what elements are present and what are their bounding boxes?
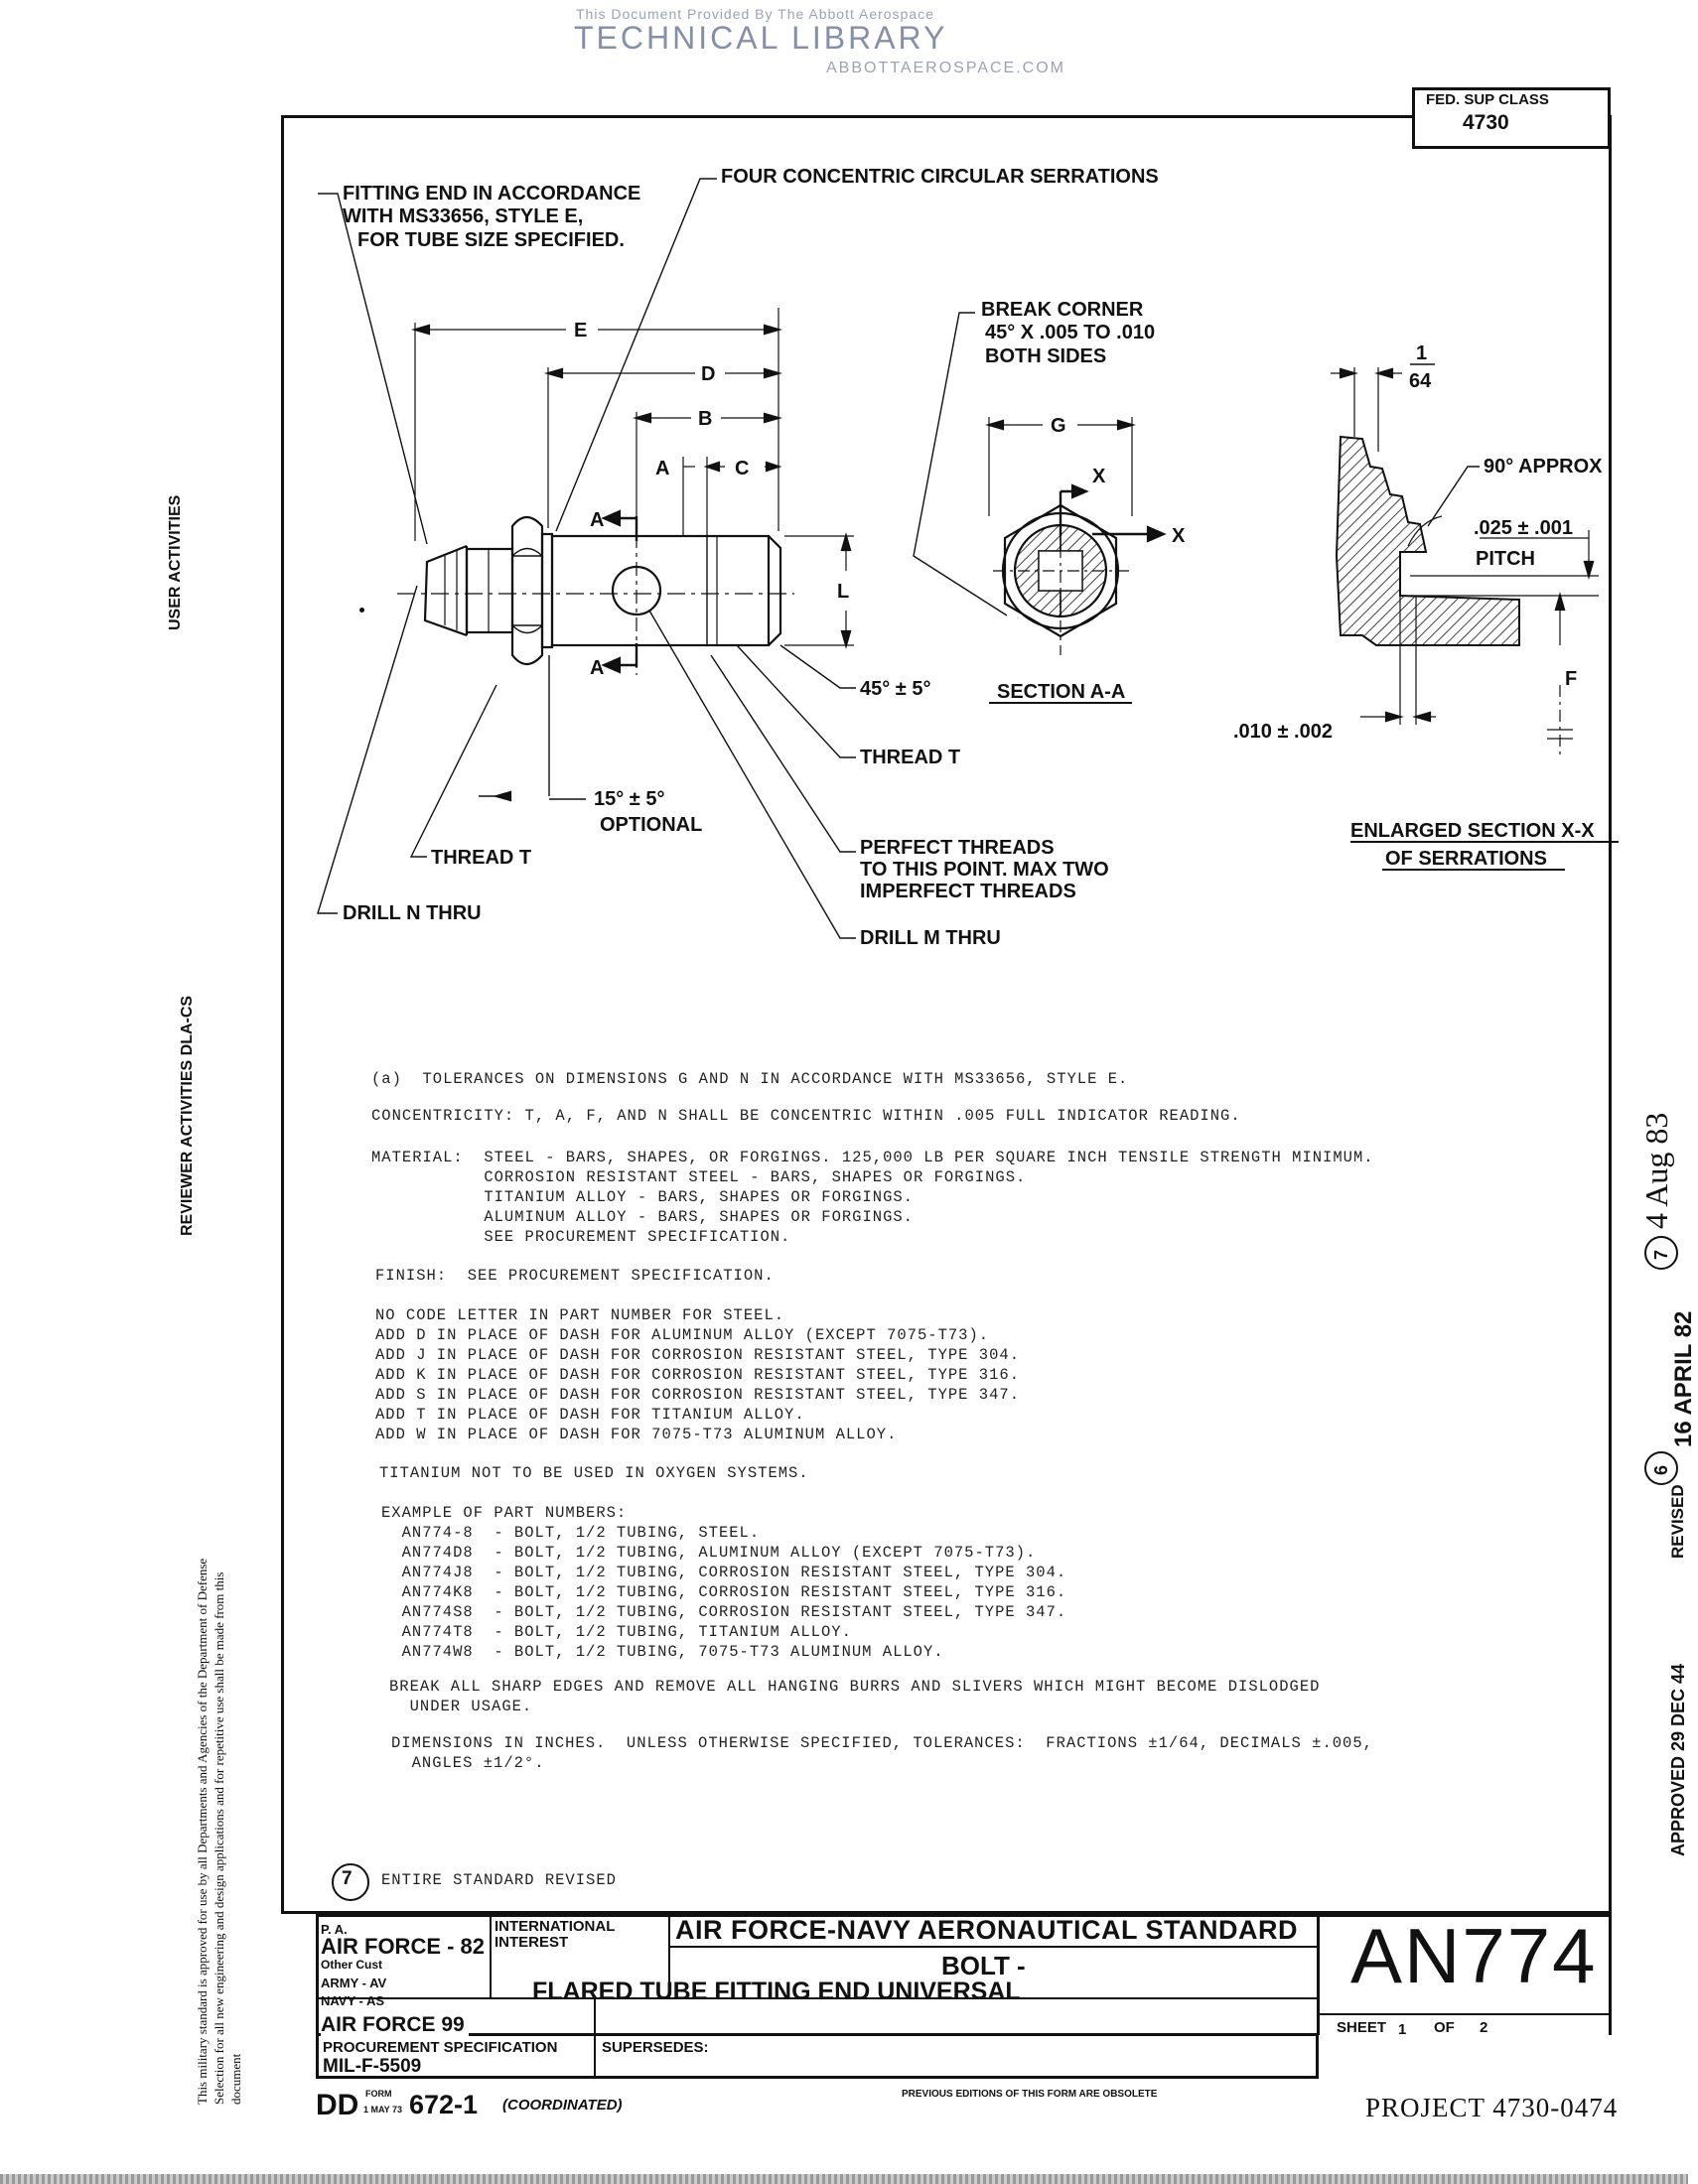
navy-code: NAVY - AS bbox=[321, 1993, 385, 2008]
note-material-spec: SEE PROCUREMENT SPECIFICATION. bbox=[371, 1228, 791, 1246]
stray-dot bbox=[359, 608, 364, 613]
note-code-j: ADD J IN PLACE OF DASH FOR CORROSION RESISTANT STEEL, TYPE 304. bbox=[375, 1346, 1020, 1364]
label-break-corner-3: BOTH SIDES bbox=[985, 345, 1107, 367]
project-number: PROJECT 4730-0474 bbox=[1365, 2093, 1619, 2122]
supersedes-label: SUPERSEDES: bbox=[602, 2039, 709, 2056]
standard-title: AIR FORCE-NAVY AERONAUTICAL STANDARD bbox=[675, 1915, 1299, 1945]
scan-edge bbox=[0, 2174, 1688, 2184]
label-fitting-end-2: WITH MS33656, STYLE E, bbox=[343, 205, 584, 227]
neck bbox=[467, 549, 512, 632]
revision-note-text: ENTIRE STANDARD REVISED bbox=[381, 1871, 617, 1889]
label-fitting-end-3: FOR TUBE SIZE SPECIFIED. bbox=[357, 229, 625, 251]
leader-thread-t-left bbox=[411, 685, 496, 857]
label-dim-d: D bbox=[701, 363, 716, 385]
form-number: 672-1 bbox=[409, 2090, 479, 2119]
approval-line-3: document bbox=[228, 2053, 243, 2105]
label-pitch-1: .025 ± .001 bbox=[1474, 517, 1573, 539]
approved-date: APPROVED 29 DEC 44 bbox=[1668, 1663, 1688, 1856]
pa-label: P. A. bbox=[321, 1922, 348, 1937]
label-perfect-1: PERFECT THREADS bbox=[860, 837, 1055, 859]
label-frac-den: 64 bbox=[1409, 370, 1432, 392]
label-90-approx: 90° APPROX bbox=[1484, 456, 1603, 478]
note-break-edges: BREAK ALL SHARP EDGES AND REMOVE ALL HANGING BURRS AND SLIVERS WHICH MIGHT BECOME DISLODGED bbox=[389, 1678, 1321, 1696]
note-code-t: ADD T IN PLACE OF DASH FOR TITANIUM ALLOY. bbox=[375, 1406, 805, 1424]
label-section-a-lower: A bbox=[590, 657, 605, 679]
form-label: FORM bbox=[365, 2089, 392, 2099]
international-label-1: INTERNATIONAL bbox=[495, 1918, 616, 1935]
revision-6-date: 16 APRIL 82 bbox=[1670, 1310, 1697, 1447]
watermark-title: TECHNICAL LIBRARY bbox=[574, 20, 948, 56]
note-material-titanium: TITANIUM ALLOY - BARS, SHAPES OR FORGINGS. bbox=[371, 1188, 914, 1206]
part-title-1: BOLT - bbox=[941, 1951, 1026, 1980]
revision-7-date: 4 Aug 83 bbox=[1638, 1112, 1674, 1229]
approval-line-1: This military standard is approved for use by all Departments and Agencies of the Department of Defense bbox=[195, 1558, 210, 2105]
label-dim-a: A bbox=[655, 458, 670, 479]
label-angle-15: 15° ± 5° bbox=[594, 788, 665, 810]
label-drill-n: DRILL N THRU bbox=[343, 902, 482, 924]
label-enlarged-2: OF SERRATIONS bbox=[1385, 848, 1547, 870]
label-angle-45: 45° ± 5° bbox=[860, 678, 931, 700]
label-enlarged-1: ENLARGED SECTION X-X bbox=[1350, 820, 1595, 842]
note-example-j8: AN774J8 - BOLT, 1/2 TUBING, CORROSION RESISTANT STEEL, TYPE 304. bbox=[381, 1564, 1067, 1581]
label-dim-g: G bbox=[1051, 415, 1066, 437]
note-code-d: ADD D IN PLACE OF DASH FOR ALUMINUM ALLOY (EXCEPT 7075-T73). bbox=[375, 1326, 990, 1344]
army-code: ARMY - AV bbox=[321, 1976, 387, 1990]
label-dim-c: C bbox=[735, 458, 750, 479]
label-perfect-2: TO THIS POINT. MAX TWO bbox=[860, 859, 1109, 881]
label-fitting-end-1: FITTING END IN ACCORDANCE bbox=[343, 183, 641, 205]
approval-line-2: Selection for all new engineering and design applications and for repetitive use shall be made from this bbox=[212, 1571, 226, 2105]
note-example-s8: AN774S8 - BOLT, 1/2 TUBING, CORROSION RESISTANT STEEL, TYPE 347. bbox=[381, 1603, 1067, 1621]
pa-value: AIR FORCE - 82 bbox=[321, 1934, 486, 1959]
label-dim-l: L bbox=[837, 581, 850, 603]
note-material-steel: MATERIAL: STEEL - BARS, SHAPES, OR FORGINGS. 125,000 LB PER SQUARE INCH TENSILE STRENGTH MINIMUM. bbox=[371, 1149, 1374, 1166]
sheet-value: 1 bbox=[1398, 2021, 1407, 2038]
obsolete-note: PREVIOUS EDITIONS OF THIS FORM ARE OBSOLETE bbox=[902, 2089, 1158, 2100]
technical-drawing bbox=[288, 149, 1609, 993]
note-example-header: EXAMPLE OF PART NUMBERS: bbox=[381, 1504, 628, 1522]
note-material-crs: CORROSION RESISTANT STEEL - BARS, SHAPES OR FORGINGS. bbox=[371, 1168, 1027, 1186]
of-value: 2 bbox=[1480, 2019, 1488, 2036]
leader-drill-m bbox=[649, 611, 856, 938]
label-optional: OPTIONAL bbox=[600, 814, 703, 836]
dd-label: DD bbox=[316, 2089, 359, 2121]
air-force-99: AIR FORCE 99 bbox=[321, 2013, 469, 2037]
part-number: AN774 bbox=[1350, 1912, 1598, 1999]
note-code-k: ADD K IN PLACE OF DASH FOR CORROSION RESISTANT STEEL, TYPE 316. bbox=[375, 1366, 1020, 1384]
label-thread-t-left: THREAD T bbox=[431, 847, 532, 869]
revision-7-marker: 7 bbox=[1651, 1249, 1671, 1260]
note-titanium-oxygen: TITANIUM NOT TO BE USED IN OXYGEN SYSTEMS. bbox=[379, 1464, 809, 1482]
label-tol-010: .010 ± .002 bbox=[1233, 721, 1333, 743]
other-cust-label: Other Cust bbox=[321, 1958, 383, 1972]
procurement-label: PROCUREMENT SPECIFICATION bbox=[323, 2039, 558, 2056]
procurement-value: MIL-F-5509 bbox=[323, 2056, 422, 2077]
label-break-corner-1: BREAK CORNER bbox=[981, 299, 1144, 321]
label-perfect-3: IMPERFECT THREADS bbox=[860, 881, 1076, 902]
note-tolerances: (a) TOLERANCES ON DIMENSIONS G AND N IN ACCORDANCE WITH MS33656, STYLE E. bbox=[371, 1070, 1129, 1088]
part-title-2: FLARED TUBE FITTING END UNIVERSAL bbox=[532, 1978, 1021, 2005]
note-example-steel: AN774-8 - BOLT, 1/2 TUBING, STEEL. bbox=[381, 1524, 761, 1542]
coordinated-label: (COORDINATED) bbox=[502, 2097, 623, 2114]
sheet-label: SHEET bbox=[1337, 2019, 1387, 2036]
note-example-k8: AN774K8 - BOLT, 1/2 TUBING, CORROSION RESISTANT STEEL, TYPE 316. bbox=[381, 1583, 1067, 1601]
revision-note-marker: 7 bbox=[342, 1868, 353, 1889]
reviewer-activities-label: REVIEWER ACTIVITIES DLA-CS bbox=[179, 995, 196, 1236]
label-x-top: X bbox=[1092, 466, 1106, 487]
label-dim-b: B bbox=[698, 408, 713, 430]
cone-end-outline bbox=[425, 546, 467, 635]
note-angles: ANGLES ±1/2°. bbox=[391, 1754, 545, 1772]
label-section-a-upper: A bbox=[590, 509, 605, 531]
watermark-url: ABBOTTAEROSPACE.COM bbox=[826, 60, 1065, 76]
label-break-corner-2: 45° X .005 TO .010 bbox=[985, 322, 1156, 343]
note-example-t8: AN774T8 - BOLT, 1/2 TUBING, TITANIUM ALLOY. bbox=[381, 1623, 852, 1641]
hex-flange bbox=[512, 517, 542, 664]
note-example-w8: AN774W8 - BOLT, 1/2 TUBING, 7075-T73 ALUMINUM ALLOY. bbox=[381, 1643, 944, 1661]
label-thread-t-right: THREAD T bbox=[860, 747, 961, 768]
user-activities-label: USER ACTIVITIES bbox=[167, 494, 184, 630]
note-code-s: ADD S IN PLACE OF DASH FOR CORROSION RESISTANT STEEL, TYPE 347. bbox=[375, 1386, 1020, 1404]
leader-thread-t-right bbox=[737, 645, 856, 757]
note-code-steel: NO CODE LETTER IN PART NUMBER FOR STEEL. bbox=[375, 1306, 785, 1324]
note-finish: FINISH: SEE PROCUREMENT SPECIFICATION. bbox=[375, 1267, 775, 1285]
revised-label: REVISED bbox=[1668, 1484, 1687, 1559]
hex-arc-top bbox=[512, 549, 542, 557]
international-label-2: INTEREST bbox=[495, 1934, 569, 1951]
label-frac-num: 1 bbox=[1416, 342, 1428, 364]
of-label: OF bbox=[1434, 2019, 1455, 2036]
note-example-d8: AN774D8 - BOLT, 1/2 TUBING, ALUMINUM ALLOY (EXCEPT 7075-T73). bbox=[381, 1544, 1037, 1562]
fed-sup-class-value: 4730 bbox=[1463, 111, 1509, 134]
label-serrations: FOUR CONCENTRIC CIRCULAR SERRATIONS bbox=[721, 166, 1159, 188]
note-under-usage: UNDER USAGE. bbox=[389, 1698, 533, 1715]
leader-45deg bbox=[780, 645, 856, 688]
label-drill-m: DRILL M THRU bbox=[860, 927, 1001, 949]
label-section-aa: SECTION A-A bbox=[997, 681, 1126, 703]
label-dim-f: F bbox=[1565, 668, 1578, 690]
revision-6-marker: 6 bbox=[1651, 1464, 1671, 1475]
note-concentricity: CONCENTRICITY: T, A, F, AND N SHALL BE CONCENTRIC WITHIN .005 FULL INDICATOR READING. bbox=[371, 1107, 1241, 1125]
note-code-w: ADD W IN PLACE OF DASH FOR 7075-T73 ALUMINUM ALLOY. bbox=[375, 1426, 898, 1443]
leader-drill-n bbox=[318, 586, 417, 913]
hex-shoulder bbox=[542, 534, 552, 647]
hex-arc-bottom bbox=[512, 625, 542, 633]
form-date: 1 MAY 73 bbox=[363, 2105, 403, 2115]
watermark-line-1: This Document Provided By The Abbott Aerospace bbox=[576, 6, 934, 22]
label-dim-e: E bbox=[574, 320, 588, 341]
label-x-right: X bbox=[1172, 525, 1186, 547]
label-pitch-2: PITCH bbox=[1476, 548, 1535, 570]
note-material-aluminum: ALUMINUM ALLOY - BARS, SHAPES OR FORGINGS. bbox=[371, 1208, 914, 1226]
note-dimensions: DIMENSIONS IN INCHES. UNLESS OTHERWISE SPECIFIED, TOLERANCES: FRACTIONS ±1/64, DECIMALS ±.005, bbox=[391, 1734, 1373, 1752]
fed-sup-class-label: FED. SUP CLASS bbox=[1426, 91, 1549, 108]
body-chamfer bbox=[769, 536, 780, 645]
